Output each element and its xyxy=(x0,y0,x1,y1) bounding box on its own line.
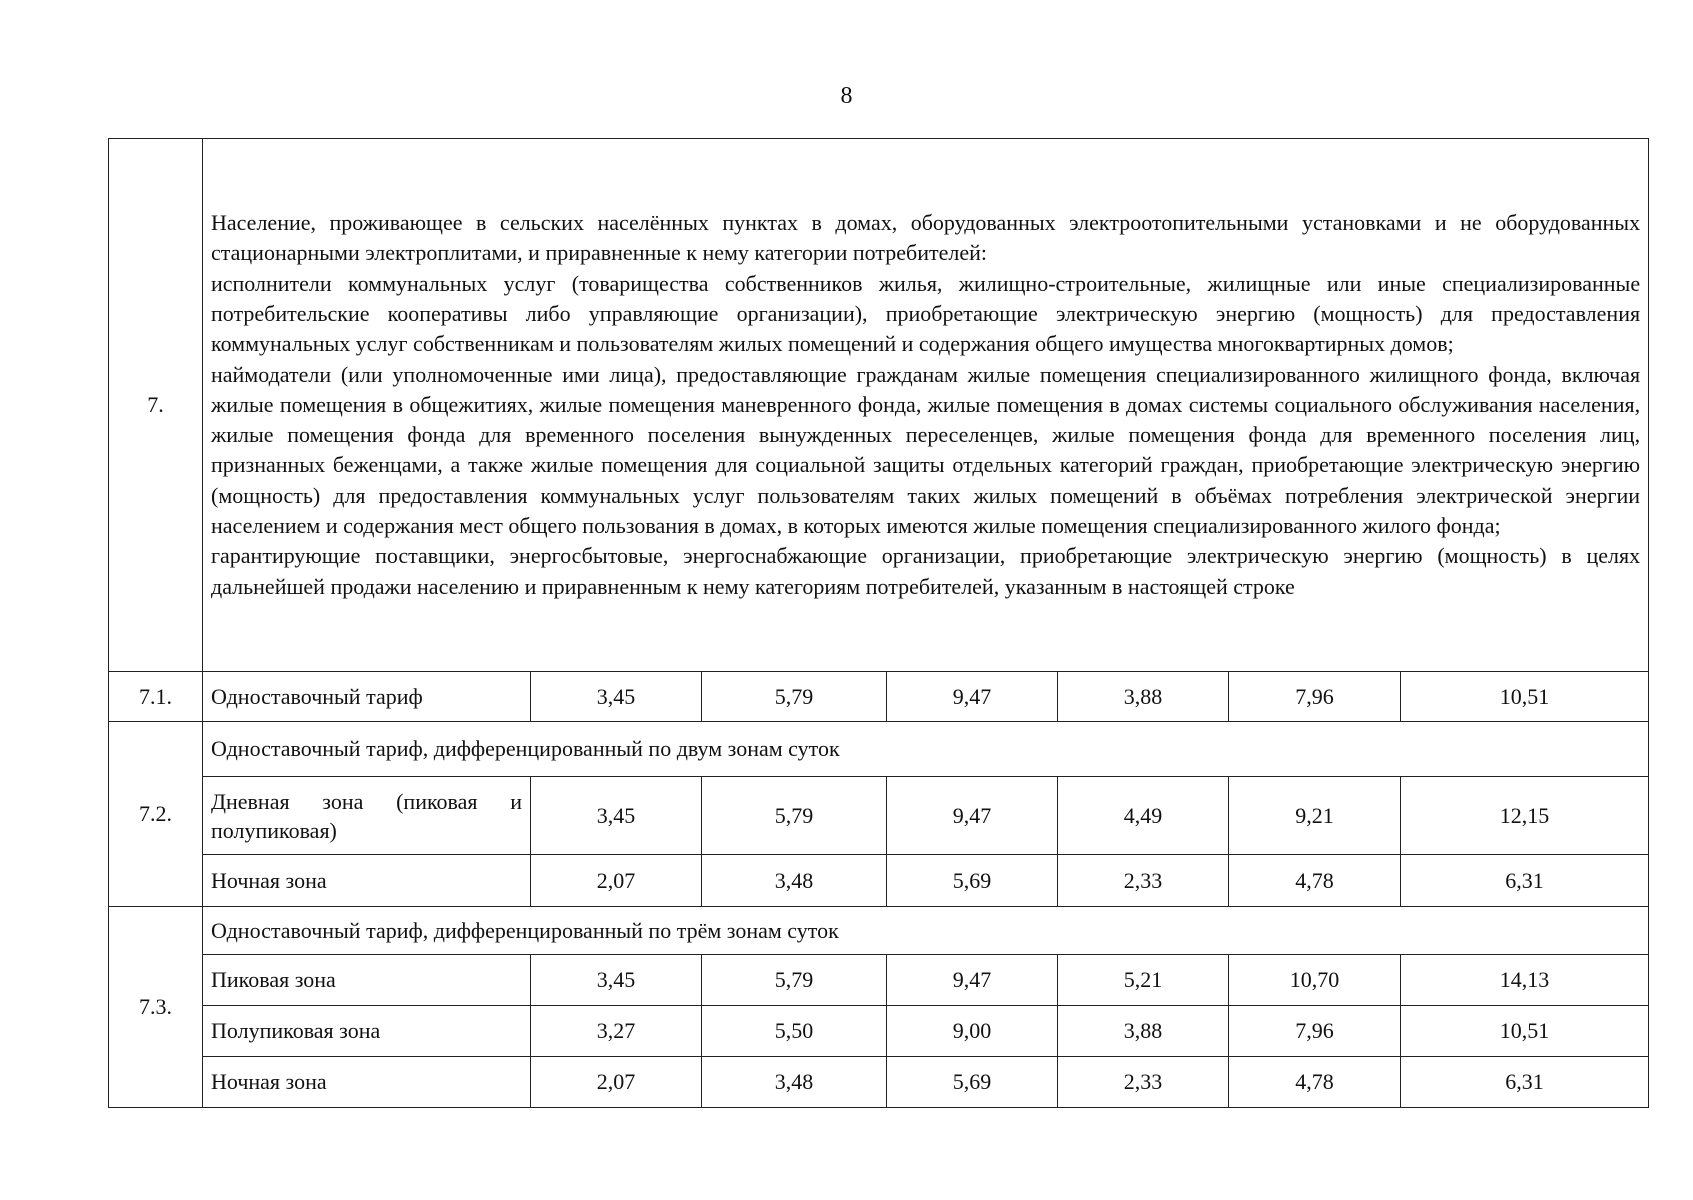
tariff-value: 14,13 xyxy=(1401,955,1649,1006)
tariff-value: 6,31 xyxy=(1401,855,1649,907)
tariff-value: 7,96 xyxy=(1229,1006,1401,1057)
table-row-7-2-night xyxy=(109,855,1649,907)
tariff-value: 5,79 xyxy=(702,672,887,722)
tariff-label: Ночная зона xyxy=(203,855,531,907)
tariff-value: 12,15 xyxy=(1401,777,1649,855)
tariff-value: 9,47 xyxy=(887,672,1058,722)
table-row-7 xyxy=(109,139,1649,672)
tariff-label: Пиковая зона xyxy=(203,955,531,1006)
tariff-value: 4,49 xyxy=(1058,777,1229,855)
tariff-value: 7,96 xyxy=(1229,672,1401,722)
tariff-value: 4,78 xyxy=(1229,1057,1401,1108)
tariff-value: 9,47 xyxy=(887,955,1058,1006)
tariff-value: 2,33 xyxy=(1058,855,1229,907)
tariff-label: Ночная зона xyxy=(203,1057,531,1108)
table-row-7-2-day xyxy=(109,777,1649,855)
tariff-value: 3,45 xyxy=(531,672,702,722)
tariff-value: 5,21 xyxy=(1058,955,1229,1006)
row-number: 7. xyxy=(109,139,203,672)
tariff-value: 5,79 xyxy=(702,777,887,855)
tariff-value: 10,51 xyxy=(1401,672,1649,722)
description-paragraph: наймодатели (или уполномоченные ими лица), предоставляющие гражданам жилые помещения специализированного жилищного фонда, включая жилые помещения в общежитиях, жилые помещения маневренного фонда, жилые помещения в домах системы социального обслуживания населения, жилые помещения фонда для временного поселения вынужденных переселенцев, жилые помещения фонда для временного поселения лиц, признанных беженцами, а также жилые помещения для социальной защиты отдельных категорий граждан, приобретающие электрическую энергию (мощность) для предоставления коммунальных услуг пользователям таких жилых помещений в объёмах потребления электрической энергии населением и содержания мест общего пользования в домах, в которых имеются жилые помещения специализированного жилого фонда; xyxy=(211,361,1641,539)
tariff-value: 9,00 xyxy=(887,1006,1058,1057)
row-number: 7.1. xyxy=(109,672,203,722)
tariff-value: 5,50 xyxy=(702,1006,887,1057)
tariff-value: 5,69 xyxy=(887,1057,1058,1108)
table-row-7-3-heading xyxy=(109,907,1649,955)
tariff-value: 2,07 xyxy=(531,1057,702,1108)
tariff-value: 3,45 xyxy=(531,777,702,855)
row-7-description xyxy=(203,139,1649,672)
tariff-value: 3,27 xyxy=(531,1006,702,1057)
tariff-label: Полупиковая зона xyxy=(203,1006,531,1057)
table-row-7-1 xyxy=(109,672,1649,722)
row-number: 7.2. xyxy=(109,722,203,907)
tariff-value: 5,69 xyxy=(887,855,1058,907)
tariff-value: 10,51 xyxy=(1401,1006,1649,1057)
description-paragraph: Население, проживающее в сельских населённых пунктах в домах, оборудованных электроотопительными установками и не оборудованных стационарными электроплитами, и приравненные к нему категории потребителей: xyxy=(211,210,1641,266)
row-number: 7.3. xyxy=(109,907,203,1108)
table-row-7-3-night xyxy=(109,1057,1649,1108)
tariff-value: 3,48 xyxy=(702,855,887,907)
subsection-heading: Одноставочный тариф, дифференцированный по трём зонам суток xyxy=(203,907,1649,955)
tariff-value: 2,07 xyxy=(531,855,702,907)
tariff-value: 3,88 xyxy=(1058,1006,1229,1057)
tariff-label: Одноставочный тариф xyxy=(203,672,531,722)
tariff-value: 2,33 xyxy=(1058,1057,1229,1108)
table-row-7-2-heading xyxy=(109,722,1649,777)
tariff-label: Дневная зона (пиковая и полупиковая) xyxy=(203,777,531,855)
tariff-value: 10,70 xyxy=(1229,955,1401,1006)
tariff-value: 3,45 xyxy=(531,955,702,1006)
table-row-7-3-peak xyxy=(109,955,1649,1006)
tariff-value: 4,78 xyxy=(1229,855,1401,907)
tariff-table xyxy=(108,138,1649,1108)
tariff-value: 9,21 xyxy=(1229,777,1401,855)
tariff-value: 6,31 xyxy=(1401,1057,1649,1108)
tariff-value: 3,88 xyxy=(1058,672,1229,722)
tariff-value: 9,47 xyxy=(887,777,1058,855)
description-paragraph: исполнители коммунальных услуг (товарищества собственников жилья, жилищно-строительные, жилищные или иные специализированные потребительские кооперативы либо управляющие организации), приобретающие электрическую энергию (мощность) для предоставления коммунальных услуг собственникам и пользователям жилых помещений и содержания общего имущества многоквартирных домов; xyxy=(211,270,1641,357)
table-row-7-3-semipeak xyxy=(109,1006,1649,1057)
tariff-value: 5,79 xyxy=(702,955,887,1006)
subsection-heading: Одноставочный тариф, дифференцированный по двум зонам суток xyxy=(203,722,1649,777)
description-paragraph: гарантирующие поставщики, энергосбытовые, энергоснабжающие организации, приобретающие электрическую энергию (мощность) в целях дальнейшей продажи населению и приравненным к нему категориям потребителей, указанным в настоящей строке xyxy=(211,543,1641,599)
page-number: 8 xyxy=(840,83,853,109)
tariff-value: 3,48 xyxy=(702,1057,887,1108)
